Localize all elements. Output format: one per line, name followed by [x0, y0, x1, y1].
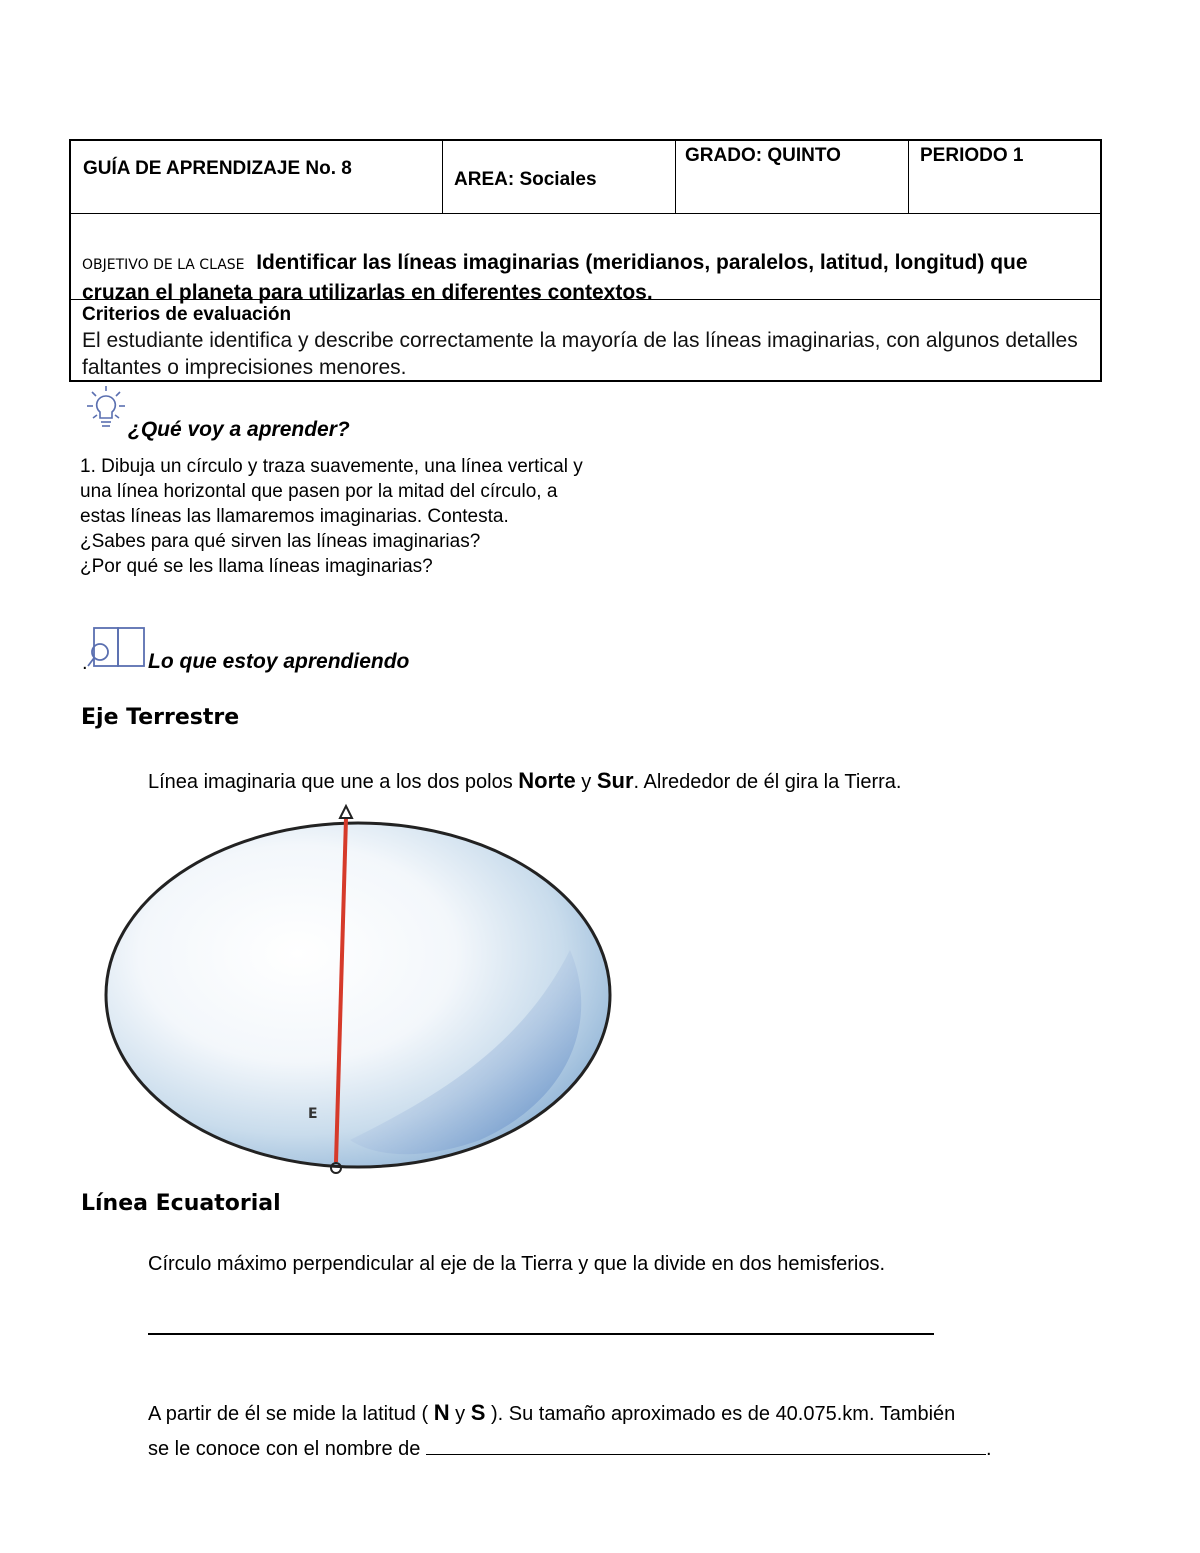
activity-line: ¿Sabes para qué sirven las líneas imaginarias?: [80, 531, 481, 552]
book-icon: [86, 624, 150, 674]
activity-line: ¿Por qué se les llama líneas imaginarias?: [80, 556, 433, 577]
answer-line: [148, 1333, 934, 1335]
learning-prefix: .: [82, 652, 88, 674]
objective-label: OBJETIVO DE LA CLASE: [82, 257, 245, 273]
name-prompt: se le conoce con el nombre de: [148, 1438, 426, 1460]
table-divider: [71, 213, 1100, 214]
south-label: Sur: [596, 768, 634, 793]
activity-text: [80, 454, 720, 579]
period-label: PERIODO 1: [920, 145, 1024, 166]
activity-line: 1. Dibuja un círculo y traza suavemente, una línea vertical y: [80, 456, 583, 477]
header-table: [69, 139, 1102, 382]
equator-paragraph-2: [148, 1436, 992, 1461]
axis-text: Línea imaginaria que une a los dos polos: [148, 771, 519, 793]
criteria-text: El estudiante identifica y describe correctamente la mayoría de las líneas imaginarias, con algunos detalles faltantes o imprecisiones menores.: [82, 329, 1078, 379]
learning-heading: Lo que estoy aprendiendo: [148, 650, 410, 673]
table-divider: [442, 141, 443, 214]
table-divider: [908, 141, 909, 214]
area-label: AREA: Sociales: [454, 169, 597, 190]
equator-paragraph-1: [148, 1400, 955, 1426]
objective-text: Identificar las líneas imaginarias (meridianos, paralelos, latitud, longitud) que cruzan el planeta para utilizarlas en diferentes contextos.: [82, 251, 1028, 304]
equator-title: Línea Ecuatorial: [81, 1191, 281, 1216]
table-divider: [675, 141, 676, 214]
globe: [106, 823, 610, 1167]
activity-line: estas líneas las llamaremos imaginarias. Contesta.: [80, 506, 509, 527]
north-letter: N: [433, 1400, 450, 1425]
and-text: y: [449, 1403, 471, 1425]
earth-axis-illustration: [100, 800, 620, 1180]
north-pole-marker: [340, 806, 352, 818]
axis-title: Eje Terrestre: [81, 705, 240, 730]
equator-definition: Círculo máximo perpendicular al eje de la Tierra y que la divide en dos hemisferios.: [148, 1253, 886, 1275]
south-letter: S: [470, 1400, 486, 1425]
axis-and: y: [575, 771, 597, 793]
fill-in-blank[interactable]: [426, 1436, 986, 1455]
guide-number: GUÍA DE APRENDIZAJE No. 8: [83, 158, 352, 179]
axis-e-label: E: [308, 1106, 318, 1122]
size-text: ). Su tamaño aproximado es de 40.075.km. También: [485, 1403, 956, 1425]
axis-text-end: . Alrededor de él gira la Tierra.: [633, 771, 902, 793]
learn-heading: ¿Qué voy a aprender?: [128, 418, 350, 441]
grade-label: GRADO: QUINTO: [685, 145, 841, 166]
north-label: Norte: [518, 768, 576, 793]
class-objective: [82, 249, 1087, 307]
period-mark: .: [985, 1438, 992, 1460]
axis-definition: [148, 768, 901, 794]
criteria-title: Criterios de evaluación: [82, 304, 292, 325]
latitude-text: A partir de él se mide la latitud (: [148, 1403, 434, 1425]
activity-line: una línea horizontal que pasen por la mitad del círculo, a: [80, 481, 558, 502]
lightbulb-icon: [84, 384, 128, 436]
